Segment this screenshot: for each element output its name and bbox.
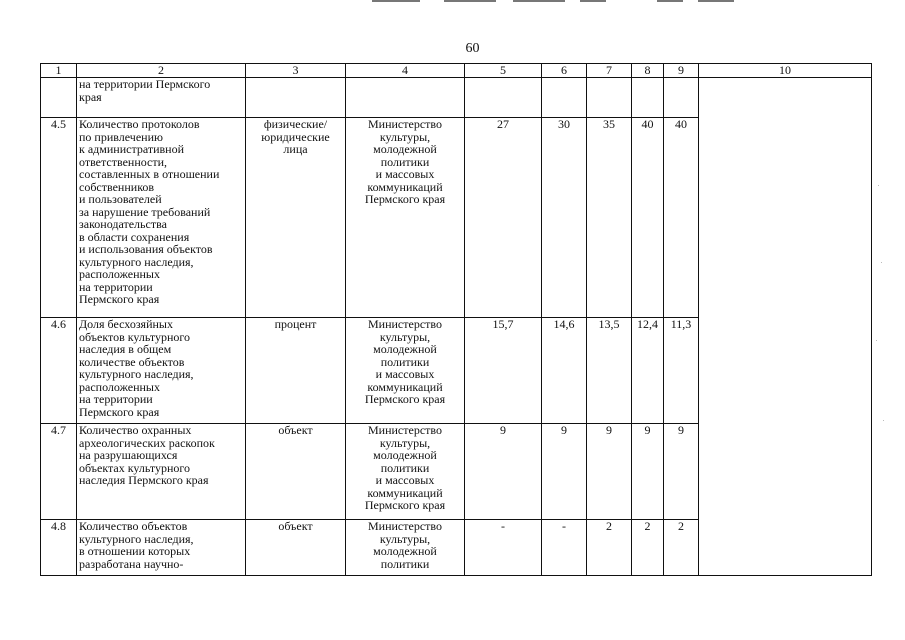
value-col-7: 13,5	[587, 318, 632, 424]
responsible-organization: Министерство культуры, молодежной политики и массовых коммуникаций Пермского края	[346, 318, 465, 424]
value-col-6: 9	[542, 424, 587, 520]
value-col-9: 40	[664, 118, 699, 318]
column-header: 4	[346, 64, 465, 78]
responsible-organization	[346, 78, 465, 118]
responsible-organization: Министерство культуры, молодежной политики	[346, 520, 465, 576]
value-col-5: -	[465, 520, 542, 576]
responsible-organization: Министерство культуры, молодежной политики и массовых коммуникаций Пермского края	[346, 424, 465, 520]
value-col-8: 12,4	[632, 318, 664, 424]
responsible-organization: Министерство культуры, молодежной политики и массовых коммуникаций Пермского края	[346, 118, 465, 318]
unit-of-measure: объект	[246, 520, 346, 576]
value-col-8: 2	[632, 520, 664, 576]
value-col-6: 30	[542, 118, 587, 318]
value-col-6: 14,6	[542, 318, 587, 424]
value-col-6: -	[542, 520, 587, 576]
page-number: 60	[465, 41, 480, 56]
unit-of-measure	[246, 78, 346, 118]
row-number: 4.5	[41, 118, 77, 318]
value-col-8: 40	[632, 118, 664, 318]
unit-of-measure: процент	[246, 318, 346, 424]
column-header: 3	[246, 64, 346, 78]
value-col-5: 27	[465, 118, 542, 318]
value-col-7: 35	[587, 118, 632, 318]
indicator-description: Количество охранных археологических раскопок на разрушающихся объектах культурного наследия Пермского края	[77, 424, 246, 520]
value-col-8: 9	[632, 424, 664, 520]
column-header: 1	[41, 64, 77, 78]
value-col-8	[632, 78, 664, 118]
column-header: 10	[699, 64, 872, 78]
value-col-9: 2	[664, 520, 699, 576]
column-10-cell	[699, 78, 872, 576]
document-table	[40, 63, 872, 576]
indicator-description: Количество протоколов по привлечению к административной ответственности, составленных в отношении собственников и пользователей за нарушение требований законодательства в области сохранения и использования объектов культурного наследия, расположенных на территории Пермского края	[77, 118, 246, 318]
column-header: 2	[77, 64, 246, 78]
value-col-9: 11,3	[664, 318, 699, 424]
row-number: 4.8	[41, 520, 77, 576]
table-header-row	[41, 64, 872, 78]
value-col-7	[587, 78, 632, 118]
column-header: 9	[664, 64, 699, 78]
indicator-description: Количество объектов культурного наследия, в отношении которых разработана научно-	[77, 520, 246, 576]
column-header: 5	[465, 64, 542, 78]
unit-of-measure: физические/ юридические лица	[246, 118, 346, 318]
column-header: 6	[542, 64, 587, 78]
value-col-5: 15,7	[465, 318, 542, 424]
column-header: 8	[632, 64, 664, 78]
value-col-6	[542, 78, 587, 118]
indicator-description: Доля бесхозяйных объектов культурного наследия в общем количестве объектов культурного наследия, расположенных на территории Пермского края	[77, 318, 246, 424]
value-col-7: 9	[587, 424, 632, 520]
value-col-9: 9	[664, 424, 699, 520]
row-number: 4.7	[41, 424, 77, 520]
value-col-7: 2	[587, 520, 632, 576]
value-col-5	[465, 78, 542, 118]
value-col-5: 9	[465, 424, 542, 520]
column-header: 7	[587, 64, 632, 78]
indicator-description: на территории Пермского края	[77, 78, 246, 118]
row-number: 4.6	[41, 318, 77, 424]
table-row	[41, 78, 872, 118]
value-col-9	[664, 78, 699, 118]
unit-of-measure: объект	[246, 424, 346, 520]
row-number	[41, 78, 77, 118]
